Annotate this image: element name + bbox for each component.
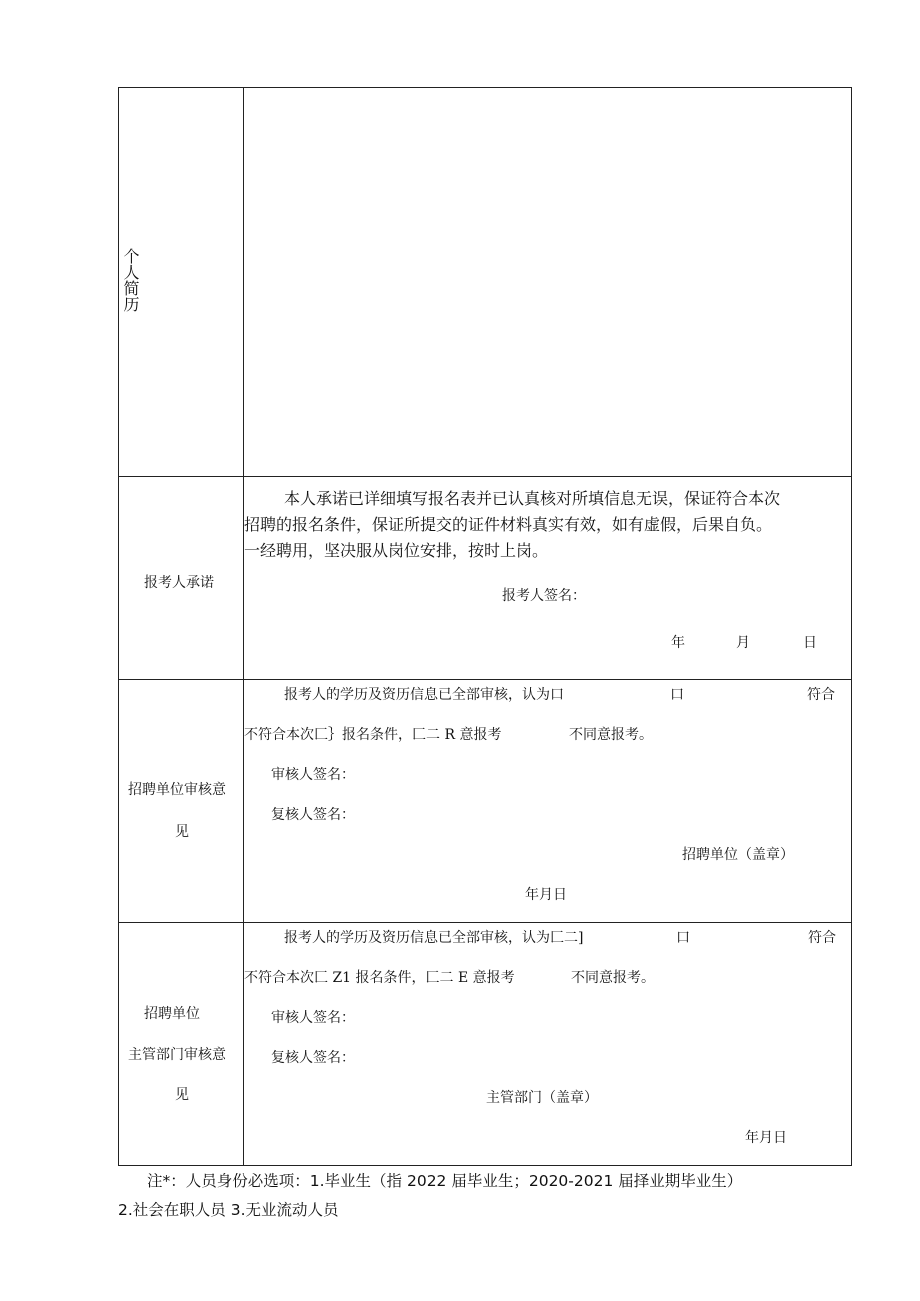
pledge-text-line-1: 本人承诺已详细填写报名表并已认真核对所填信息无误，保证符合本次	[284, 489, 781, 508]
dept-review-line-2: 不符合本次匚 Z1 报名条件，匚二 E 意报考	[244, 970, 515, 986]
unit-rechecker-signature-label: 复核人签名：	[271, 807, 355, 823]
dept-review-date: 年月日	[745, 1130, 787, 1146]
column-divider	[243, 88, 244, 1165]
unit-stamp-label: 招聘单位（盖章）	[682, 847, 794, 863]
unit-reviewer-signature-label: 审核人签名：	[271, 767, 355, 783]
dept-review-line-1: 报考人的学历及资历信息已全部审核，认为匚二]	[284, 930, 584, 946]
unit-review-line-2: 不符合本次匚｝报名条件，匚二 R 意报考	[244, 727, 502, 743]
unit-review-date: 年月日	[525, 887, 567, 903]
pledge-day: 日	[803, 635, 817, 651]
dept-review-label-line-2: 主管部门审核意	[128, 1047, 226, 1063]
resume-label: 个人简历	[121, 248, 140, 312]
row-divider-unit-review	[119, 922, 851, 923]
unit-review-label-line-2: 见	[175, 824, 189, 840]
dept-stamp-label: 主管部门（盖章）	[486, 1090, 598, 1106]
footnote-line-1: 注*：人员身份必选项：1.毕业生（指 2022 届毕业生；2020-2021 届择业期毕业生）	[147, 1172, 743, 1190]
pledge-year: 年	[671, 635, 685, 651]
footnote-line-2: 2.社会在职人员 3.无业流动人员	[118, 1201, 339, 1219]
dept-review-disagree-text: 不同意报考。	[571, 970, 655, 986]
unit-review-disagree-text: 不同意报考。	[569, 727, 653, 743]
dept-review-checkbox-mark[interactable]: 口	[676, 930, 690, 946]
dept-review-qualify-text: 符合	[808, 930, 836, 946]
dept-rechecker-signature-label: 复核人签名：	[271, 1050, 355, 1066]
pledge-label: 报考人承诺	[144, 575, 214, 591]
row-divider-pledge	[119, 679, 851, 680]
pledge-month: 月	[736, 635, 750, 651]
registration-form-table	[118, 87, 852, 1166]
unit-review-qualify-text: 符合	[807, 687, 835, 703]
pledge-signature-label: 报考人签名：	[502, 588, 586, 604]
dept-reviewer-signature-label: 审核人签名：	[271, 1010, 355, 1026]
row-divider-resume	[119, 476, 851, 477]
unit-review-label-line-1: 招聘单位审核意	[128, 782, 226, 798]
pledge-text-line-2: 招聘的报名条件，保证所提交的证件材料真实有效，如有虚假，后果自负。	[244, 515, 773, 534]
dept-review-label-line-3: 见	[175, 1087, 189, 1103]
resume-content-area[interactable]	[245, 90, 849, 474]
unit-review-checkbox-mark[interactable]: 口	[670, 687, 684, 703]
unit-review-line-1: 报考人的学历及资历信息已全部审核，认为口	[284, 687, 564, 703]
dept-review-label-line-1: 招聘单位	[144, 1006, 200, 1022]
pledge-text-line-3: 一经聘用，坚决服从岗位安排，按时上岗。	[244, 541, 549, 560]
